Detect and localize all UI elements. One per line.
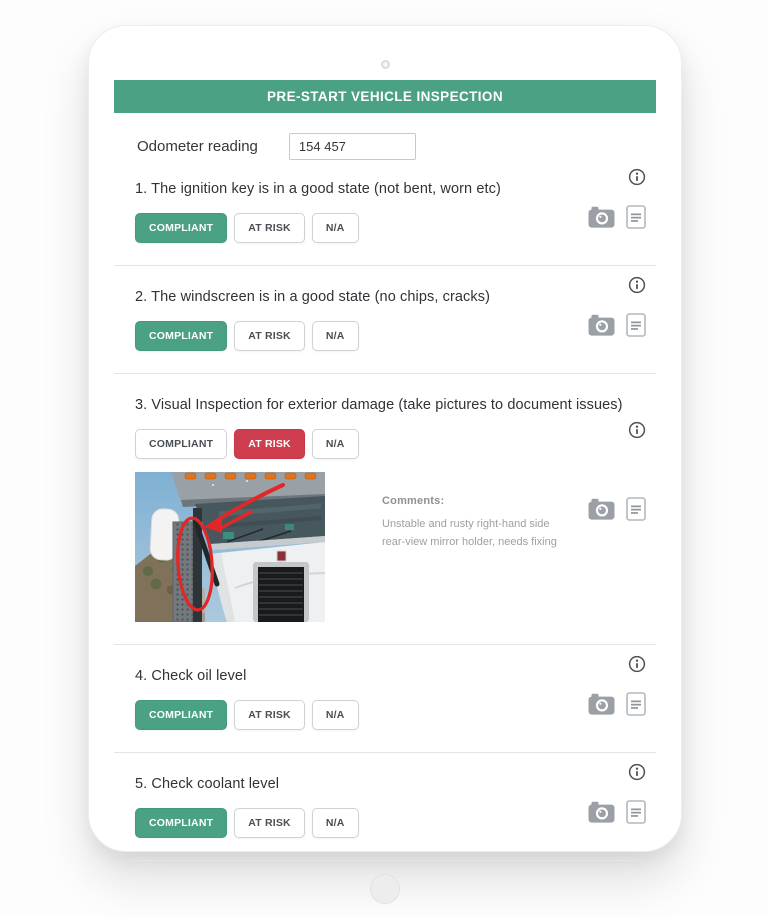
- buttons-media-icons: [588, 205, 646, 229]
- form-header: [114, 80, 656, 113]
- info-icon[interactable]: [628, 276, 646, 294]
- document-note-icon[interactable]: [626, 692, 646, 716]
- na-button[interactable]: N/A: [312, 321, 359, 351]
- compliant-button[interactable]: COMPLIANT: [135, 213, 227, 243]
- front-camera-dot: [381, 60, 390, 69]
- camera-icon[interactable]: [588, 314, 615, 336]
- at-risk-button[interactable]: AT RISK: [234, 429, 305, 459]
- inspection-item: [114, 374, 656, 645]
- document-note-icon[interactable]: [626, 800, 646, 824]
- inspection-photo-truck[interactable]: [135, 472, 325, 622]
- inspection-item: [114, 753, 656, 861]
- home-button[interactable]: [370, 874, 400, 904]
- na-button[interactable]: N/A: [312, 808, 359, 838]
- camera-icon[interactable]: [588, 498, 615, 520]
- odometer-input[interactable]: [289, 133, 416, 160]
- status-buttons: [135, 700, 588, 730]
- inspection-item: [114, 162, 656, 266]
- title-info-wrap: [628, 763, 646, 786]
- title-info-wrap: [628, 655, 646, 678]
- at-risk-button[interactable]: AT RISK: [234, 808, 305, 838]
- info-icon[interactable]: [628, 168, 646, 186]
- camera-icon[interactable]: [588, 801, 615, 823]
- status-buttons: [135, 321, 588, 351]
- buttons-media-icons: [588, 692, 646, 716]
- item-title: 4. Check oil level: [135, 668, 247, 684]
- na-button[interactable]: N/A: [312, 700, 359, 730]
- compliant-button[interactable]: COMPLIANT: [135, 700, 227, 730]
- media-row-icons: [588, 497, 646, 521]
- page-title: PRE-START VEHICLE INSPECTION: [267, 89, 503, 104]
- inspection-item: [114, 645, 656, 753]
- inspection-item: [114, 266, 656, 374]
- tablet-bezel-bottom: [114, 861, 656, 917]
- document-note-icon[interactable]: [626, 205, 646, 229]
- tablet-frame: [88, 25, 682, 852]
- item-title: 5. Check coolant level: [135, 776, 280, 792]
- document-note-icon[interactable]: [626, 497, 646, 521]
- odometer-label: Odometer reading: [137, 138, 258, 155]
- tablet-bezel-top: [89, 26, 681, 70]
- title-info-wrap: [628, 276, 646, 299]
- comments-text: Unstable and rusty right-hand side rear-view mirror holder, needs fixing: [382, 518, 557, 548]
- document-note-icon[interactable]: [626, 313, 646, 337]
- buttons-media-icons: [588, 800, 646, 824]
- at-risk-button[interactable]: AT RISK: [234, 700, 305, 730]
- odometer-row: [137, 133, 635, 160]
- buttons-info-wrap: [628, 421, 646, 444]
- comments-block: [382, 472, 562, 622]
- at-risk-button[interactable]: AT RISK: [234, 321, 305, 351]
- info-icon[interactable]: [628, 421, 646, 439]
- na-button[interactable]: N/A: [312, 429, 359, 459]
- comments-label: Comments:: [382, 495, 445, 507]
- inspection-form: [114, 80, 656, 917]
- title-info-wrap: [628, 168, 646, 191]
- na-button[interactable]: N/A: [312, 213, 359, 243]
- buttons-media-icons: [588, 313, 646, 337]
- item-title: 2. The windscreen is in a good state (no chips, cracks): [135, 289, 491, 305]
- compliant-button[interactable]: COMPLIANT: [135, 321, 227, 351]
- info-icon[interactable]: [628, 763, 646, 781]
- item-media-row: [135, 472, 646, 622]
- item-title: 1. The ignition key is in a good state (not bent, worn etc): [135, 181, 501, 197]
- item-title: 3. Visual Inspection for exterior damage (take pictures to document issues): [135, 397, 623, 413]
- camera-icon[interactable]: [588, 693, 615, 715]
- items-list: [114, 162, 656, 861]
- camera-icon[interactable]: [588, 206, 615, 228]
- at-risk-button[interactable]: AT RISK: [234, 213, 305, 243]
- info-icon[interactable]: [628, 655, 646, 673]
- compliant-button[interactable]: COMPLIANT: [135, 429, 227, 459]
- status-buttons: [135, 429, 628, 459]
- status-buttons: [135, 213, 588, 243]
- compliant-button[interactable]: COMPLIANT: [135, 808, 227, 838]
- status-buttons: [135, 808, 588, 838]
